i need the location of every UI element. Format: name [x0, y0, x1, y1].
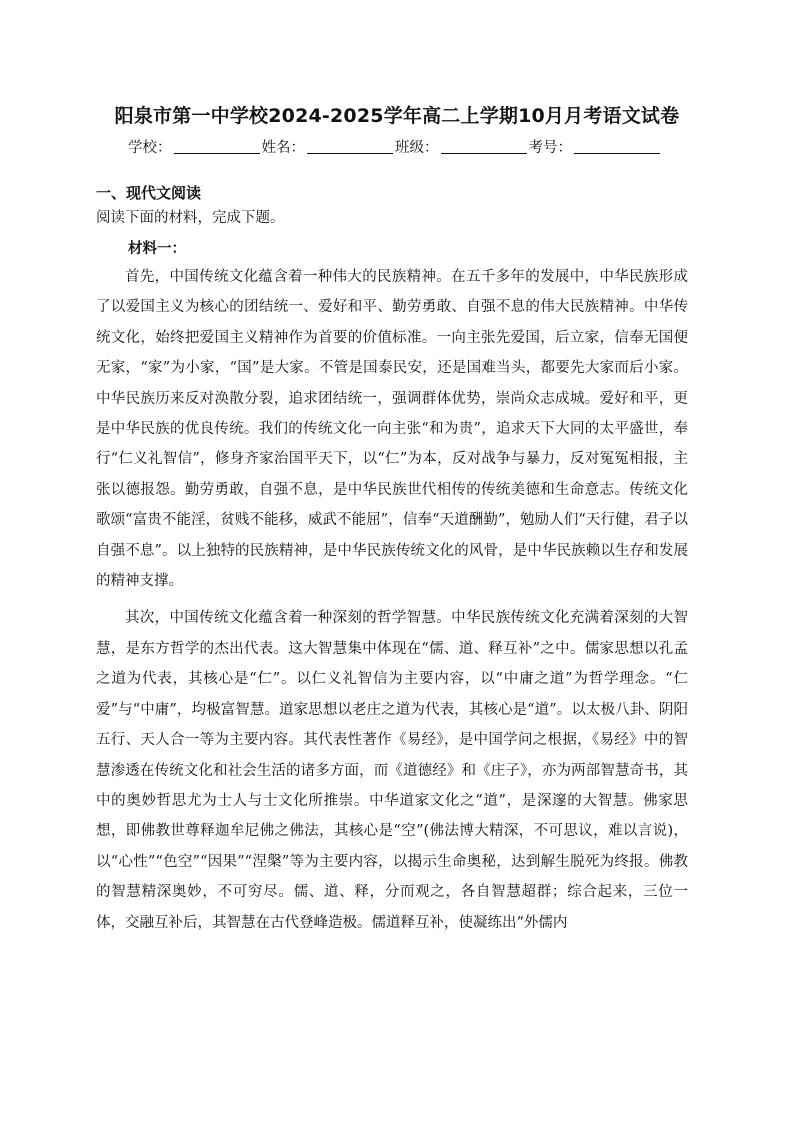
passage-paragraph: 首先，中国传统文化蕴含着一种伟大的民族精神。在五千多年的发展中，中华民族形成了以爱国主义为核心的团结统一、爱好和平、勤劳勇敢、自强不息的伟大民族精神。中华传统文化，始终把爱国主义精神作为首要的价值标准。一向主张先爱国，后立家，信奉无国便无家，“家”为小家，“国”是大家。不管是国泰民安，还是国难当头，都要先大家而后小家。中华民族历来反对涣散分裂，追求团结统一，强调群体优势，崇尚众志成城。爱好和平，更是中华民族的优良传统。我们的传统文化一向主张“和为贵”，追求天下大同的太平盛世，奉行“仁义礼智信”，修身齐家治国平天下，以“仁”为本，反对战争与暴力，反对冤冤相报，主张以德报怨。勤劳勇敢，自强不息，是中华民族世代相传的传统美德和生命意志。传统文化歌颂“富贵不能淫，贫贱不能移，威武不能屈”，信奉“天道酬勤”，勉励人们“天行健，君子以自强不息”。以上独特的民族精神，是中华民族传统文化的风骨，是中华民族赖以生存和发展的精神支撑。	[96, 269, 688, 590]
number-blank[interactable]	[574, 139, 660, 154]
school-label: 学校：	[128, 140, 172, 156]
section-heading: 一、现代文阅读	[96, 184, 202, 202]
student-info-line	[128, 136, 662, 157]
passage-paragraph: 其次，中国传统文化蕴含着一种深刻的哲学智慧。中华民族传统文化充满着深刻的大智慧，是东方哲学的杰出代表。这大智慧集中体现在“儒、道、释互补”之中。儒家思想以孔孟之道为代表，其核心是“仁”。以仁义礼智信为主要内容，以“中庸之道”为哲学理念。“仁爱”与“中庸”，均极富智慧。道家思想以老庄之道为代表，其核心是“道”。以太极八卦、阴阳五行、天人合一等为主要内容。其代表性著作《易经》，是中国学问之根据，《易经》中的智慧渗透在传统文化和社会生活的诸多方面，而《道德经》和《庄子》，亦为两部智慧奇书，其中的奥妙哲思尤为士人与士文化所推崇。中华道家文化之“道”，是深邃的大智慧。佛家思想，即佛教世尊释迦牟尼佛之佛法，其核心是“空”(佛法博大精深，不可思议，难以言说)，以“心性”“色空”“因果”“涅槃”等为主要内容，以揭示生命奥秘，达到解生脱死为终报。佛教的智慧精深奥妙，不可穷尽。儒、道、释，分而观之，各自智慧超群；综合起来，三位一体，交融互补后，其智慧在古代登峰造极。儒道释互补，使凝练出“外儒内	[96, 610, 688, 931]
class-blank[interactable]	[441, 139, 527, 154]
material-heading: 材料一：	[128, 240, 186, 257]
school-blank[interactable]	[174, 139, 260, 154]
number-label: 考号：	[528, 140, 572, 156]
name-label: 姓名：	[261, 140, 305, 156]
exam-title: 阳泉市第一中学校2024-2025学年高二上学期10月月考语文试卷	[114, 105, 680, 127]
class-label: 班级：	[395, 140, 439, 156]
name-blank[interactable]	[307, 139, 393, 154]
passage-body	[96, 262, 688, 938]
reading-instruction: 阅读下面的材料，完成下题。	[96, 210, 285, 226]
